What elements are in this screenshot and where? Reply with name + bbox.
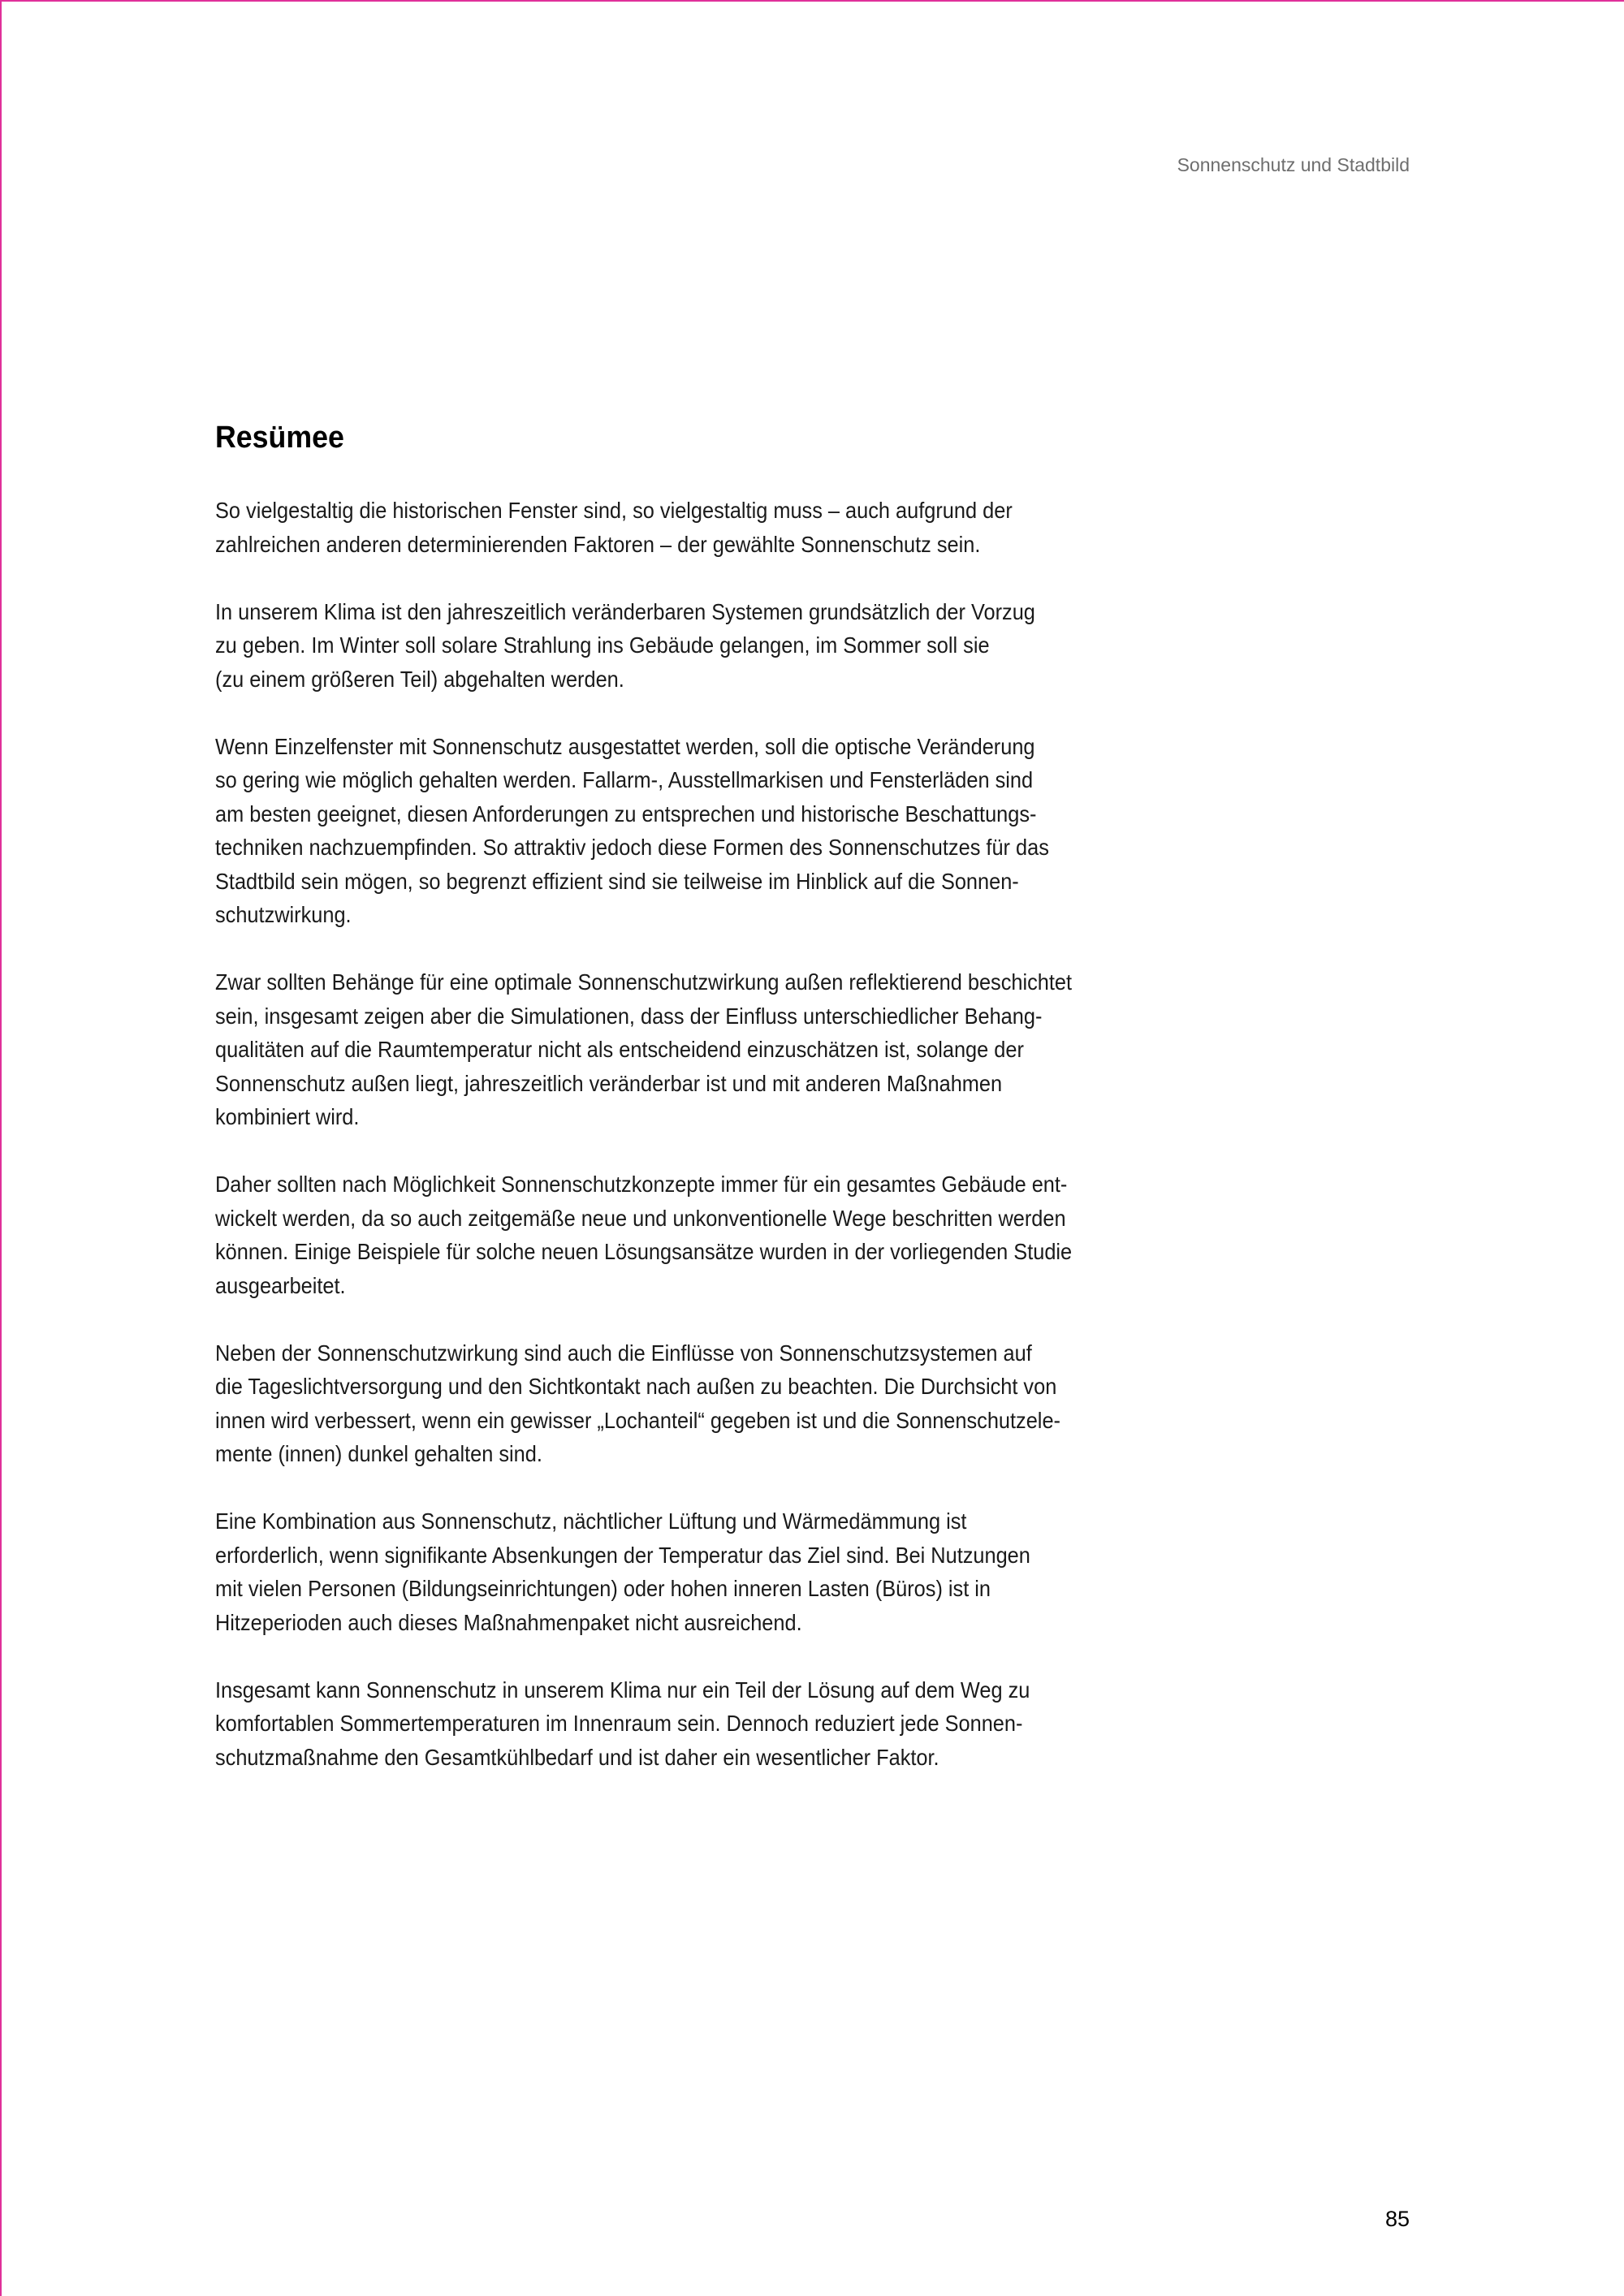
text-line: schutzmaßnahme den Gesamtkühlbedarf und ist daher ein wesentlicher Faktor. bbox=[215, 1744, 939, 1770]
text-line: Insgesamt kann Sonnenschutz in unserem Klima nur ein Teil der Lösung auf dem Weg zu bbox=[215, 1677, 1030, 1703]
text-line: Hitzeperioden auch dieses Maßnahmenpaket nicht ausreichend. bbox=[215, 1609, 802, 1635]
text-line: können. Einige Beispiele für solche neuen Lösungsansätze wurden in der vorliegenden Studie bbox=[215, 1239, 1073, 1264]
paragraph bbox=[215, 1673, 1171, 1775]
paragraph bbox=[215, 494, 1171, 561]
paragraph bbox=[215, 1504, 1171, 1639]
text-line: Wenn Einzelfenster mit Sonnenschutz ausgestattet werden, soll die optische Veränderung bbox=[215, 733, 1035, 759]
text-line: zu geben. Im Winter soll solare Strahlung ins Gebäude gelangen, im Sommer soll sie bbox=[215, 632, 990, 658]
text-line: am besten geeignet, diesen Anforderungen zu entsprechen und historische Beschattungs- bbox=[215, 801, 1037, 826]
text-line: mente (innen) dunkel gehalten sind. bbox=[215, 1441, 542, 1466]
paragraph bbox=[215, 730, 1171, 932]
text-line: innen wird verbessert, wenn ein gewisser „Lochanteil“ gegeben ist und die Sonnenschutzele- bbox=[215, 1407, 1060, 1433]
text-line: zahlreichen anderen determinierenden Faktoren – der gewählte Sonnenschutz sein. bbox=[215, 531, 981, 557]
text-line: Neben der Sonnenschutzwirkung sind auch die Einflüsse von Sonnenschutzsystemen auf bbox=[215, 1340, 1032, 1366]
text-line: ausgearbeitet. bbox=[215, 1272, 346, 1298]
text-line: qualitäten auf die Raumtemperatur nicht als entscheidend einzuschätzen ist, solange der bbox=[215, 1037, 1024, 1062]
page-number: 85 bbox=[1385, 2207, 1410, 2231]
text-line: so gering wie möglich gehalten werden. Fallarm-, Ausstellmarkisen und Fensterläden sind bbox=[215, 767, 1034, 792]
section-title: Resümee bbox=[215, 421, 344, 455]
text-line: wickelt werden, da so auch zeitgemäße neue und unkonventionelle Wege beschritten werden bbox=[215, 1205, 1066, 1231]
text-line: schutzwirkung. bbox=[215, 902, 352, 927]
text-line: erforderlich, wenn signifikante Absenkungen der Temperatur das Ziel sind. Bei Nutzungen bbox=[215, 1542, 1030, 1568]
text-line: Daher sollten nach Möglichkeit Sonnenschutzkonzepte immer für ein gesamtes Gebäude ent- bbox=[215, 1172, 1068, 1197]
paragraph bbox=[215, 1336, 1171, 1471]
text-line: Stadtbild sein mögen, so begrenzt effizient sind sie teilweise im Hinblick auf die Sonnen- bbox=[215, 868, 1019, 894]
text-line: So vielgestaltig die historischen Fenster sind, so vielgestaltig muss – auch aufgrund der bbox=[215, 498, 1013, 523]
text-line: techniken nachzuempfinden. So attraktiv jedoch diese Formen des Sonnenschutzes für das bbox=[215, 835, 1049, 860]
running-header: Sonnenschutz und Stadtbild bbox=[1177, 154, 1410, 175]
text-line: Zwar sollten Behänge für eine optimale Sonnenschutzwirkung außen reflektierend beschichtet bbox=[215, 969, 1073, 995]
text-line: kombiniert wird. bbox=[215, 1104, 360, 1129]
text-line: (zu einem größeren Teil) abgehalten werden. bbox=[215, 666, 624, 692]
text-line: mit vielen Personen (Bildungseinrichtungen) oder hohen inneren Lasten (Büros) ist in bbox=[215, 1576, 991, 1601]
text-line: Eine Kombination aus Sonnenschutz, nächtlicher Lüftung und Wärmedämmung ist bbox=[215, 1508, 967, 1534]
text-line: sein, insgesamt zeigen aber die Simulationen, dass der Einfluss unterschiedlicher Behang- bbox=[215, 1003, 1043, 1029]
text-line: In unserem Klima ist den jahreszeitlich veränderbaren Systemen grundsätzlich der Vorzug bbox=[215, 598, 1035, 624]
text-line: die Tageslichtversorgung und den Sichtkontakt nach außen zu beachten. Die Durchsicht von bbox=[215, 1374, 1057, 1399]
paragraph bbox=[215, 1167, 1171, 1302]
text-line: komfortablen Sommertemperaturen im Innenraum sein. Dennoch reduziert jede Sonnen- bbox=[215, 1711, 1023, 1736]
paragraph bbox=[215, 595, 1171, 697]
body-text bbox=[215, 494, 1171, 1808]
paragraph bbox=[215, 965, 1171, 1134]
text-line: Sonnenschutz außen liegt, jahreszeitlich veränderbar ist und mit anderen Maßnahmen bbox=[215, 1070, 1003, 1096]
